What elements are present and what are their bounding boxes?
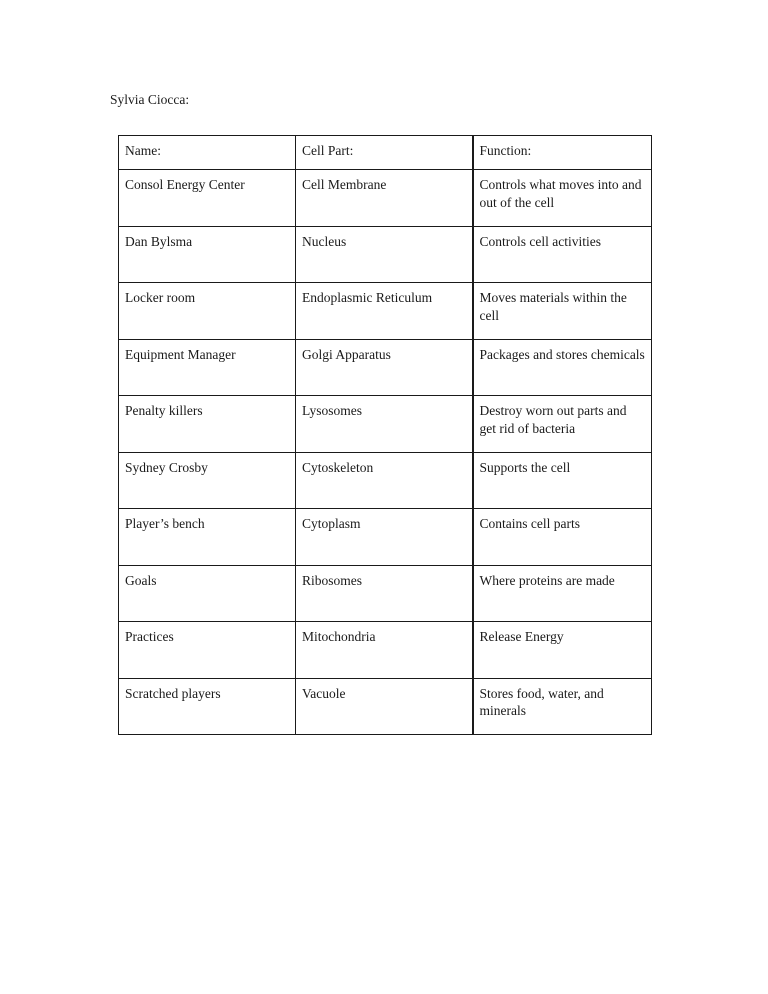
row-function: Where proteins are made [473,565,652,622]
row-cell-part: Cell Membrane [296,170,473,227]
row-cell-part: Ribosomes [296,565,473,622]
table-header-row [119,136,652,170]
row-cell-part: Vacuole [296,678,473,735]
header-cell-part: Cell Part: [296,136,473,170]
table-row [119,622,652,679]
table-row [119,509,652,566]
table-row [119,678,652,735]
header-name: Name: [119,136,296,170]
row-function: Supports the cell [473,452,652,509]
row-cell-part: Golgi Apparatus [296,339,473,396]
table-row [119,283,652,340]
table-row [119,339,652,396]
row-name: Consol Energy Center [119,170,296,227]
row-name: Player’s bench [119,509,296,566]
row-function: Contains cell parts [473,509,652,566]
row-name: Dan Bylsma [119,226,296,283]
author-name: Sylvia Ciocca: [110,92,190,107]
row-function: Release Energy [473,622,652,679]
row-cell-part: Cytoskeleton [296,452,473,509]
row-function: Controls what moves into and out of the cell [473,170,652,227]
row-name: Scratched players [119,678,296,735]
row-cell-part: Nucleus [296,226,473,283]
row-function: Destroy worn out parts and get rid of bacteria [473,396,652,453]
row-function: Stores food, water, and minerals [473,678,652,735]
row-name: Equipment Manager [119,339,296,396]
row-cell-part: Mitochondria [296,622,473,679]
table-row [119,565,652,622]
row-function: Moves materials within the cell [473,283,652,340]
row-name: Goals [119,565,296,622]
row-name: Sydney Crosby [119,452,296,509]
table-row [119,226,652,283]
row-function: Controls cell activities [473,226,652,283]
row-name: Locker room [119,283,296,340]
cell-analogy-table [118,135,652,735]
row-cell-part: Lysosomes [296,396,473,453]
row-cell-part: Endoplasmic Reticulum [296,283,473,340]
row-function: Packages and stores chemicals [473,339,652,396]
row-cell-part: Cytoplasm [296,509,473,566]
row-name: Penalty killers [119,396,296,453]
table-row [119,170,652,227]
row-name: Practices [119,622,296,679]
header-function: Function: [473,136,652,170]
table-row [119,396,652,453]
table-row [119,452,652,509]
